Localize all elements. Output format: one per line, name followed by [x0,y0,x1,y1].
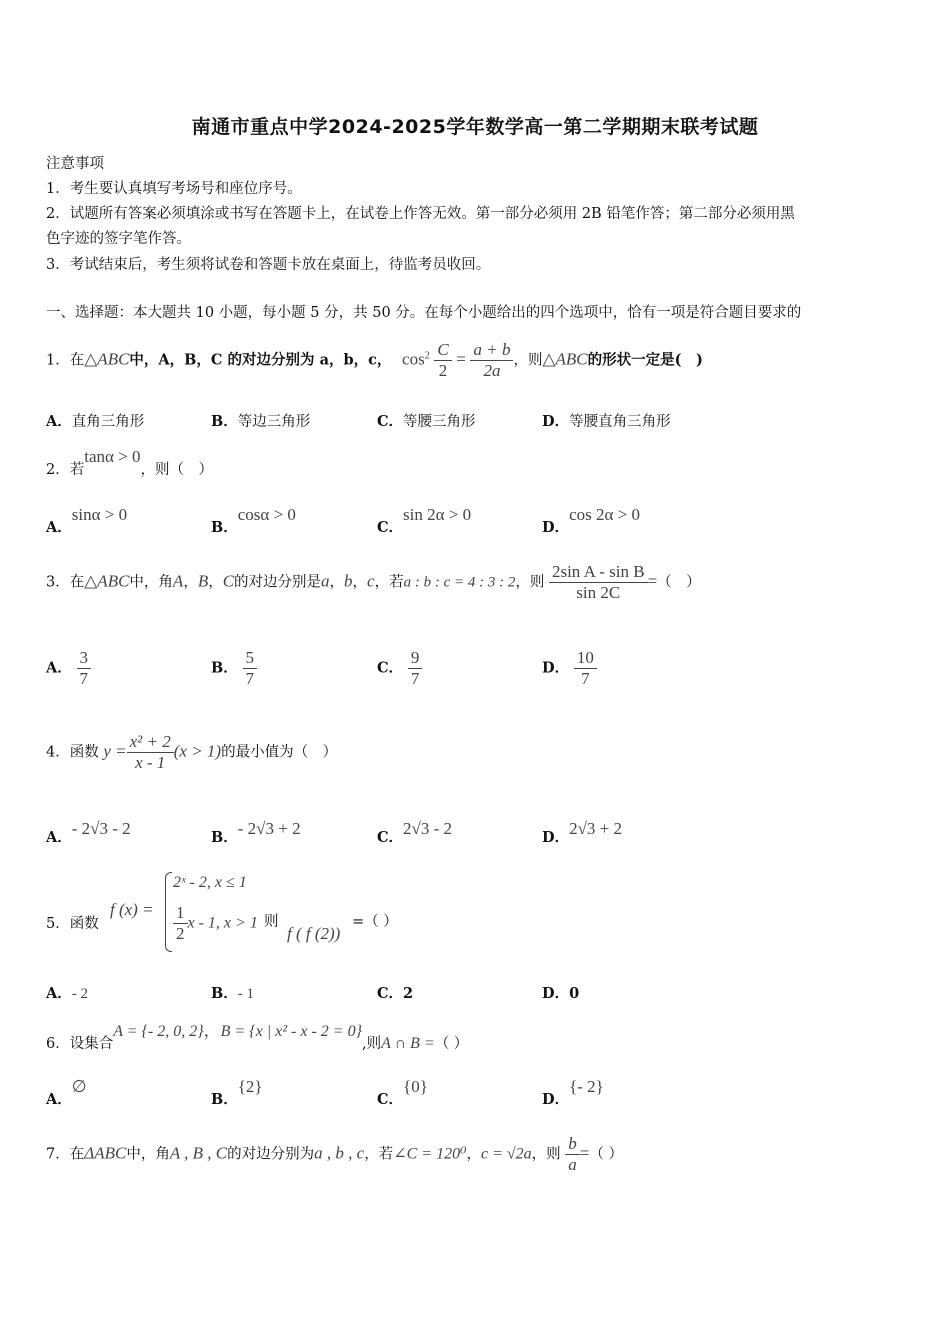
q6-option-a[interactable]: A．∅ [46,1077,87,1108]
page-title: 南通市重点中学2024-2025学年数学高一第二学期期末联考试题 [191,116,759,138]
question-4: 4．函数 y = $\frac{\text{x² + 2}}{x - 1}$ (x > 1)的最小值为（ ） [46,732,338,772]
q5-post: =（ ） [352,914,398,930]
q6-option-c[interactable]: C．{0} [377,1077,428,1108]
q1-option-a[interactable]: A．直角三角形 [46,413,145,430]
q5-composite: f ( f (2)) [287,924,341,943]
q6-option-d[interactable]: D．{- 2} [542,1077,604,1108]
q2-option-a[interactable]: A．sinα > 0 [46,505,128,536]
q4-fraction: $\frac{\text{x² + 2}}{x - 1}$ [127,732,174,773]
q4-option-b[interactable]: B．- 2√3 + 2 [211,819,301,846]
note-item-1: 1．考生要认真填写考场号和座位序号。 [46,181,302,197]
q5-option-d[interactable]: D．0 [542,985,580,1002]
notes-heading: 注意事项 [46,156,104,172]
q5-brace [165,872,172,952]
question-5-lead: 5．函数 [46,916,99,932]
q7-fraction: $\frac{b}{a}$ [565,1134,580,1175]
note-item-2: 2．试题所有答案必须填涂或书写在答题卡上，在试卷上作答无效。第一部分必须用 2B 铅笔作答；第二部分必须用黑 [46,206,795,222]
q5-option-b[interactable]: B．- 1 [211,985,255,1002]
question-7: 7．在ΔABC中，角A , B , C的对边分别为a , b , c，若∠C = 120⁰，c = √2a，则 $\frac{b}{a}$ =（ ） [46,1134,623,1174]
q2-option-b[interactable]: B．cosα > 0 [211,505,296,536]
q3-option-b[interactable]: B． $\frac{5}{7}$ [211,648,257,689]
q5-option-c[interactable]: C．2 [377,985,414,1002]
question-3: 3．在△ABC中，角A，B，C的对边分别是a，b，c，若a : b : c = 4 : 3 : 2，则 $\frac{\text{2sin A - sin B}}{\sin 2C}$ =（ ） [46,562,701,602]
q1-option-d[interactable]: D．等腰直角三角形 [542,413,671,430]
q4-option-a[interactable]: A．- 2√3 - 2 [46,819,131,846]
section-heading: 一、选择题：本大题共 10 小题，每小题 5 分，共 50 分。在每个小题给出的四个选项中，恰有一项是符合题目要求的 [46,305,802,321]
q4-option-d[interactable]: D．2√3 + 2 [542,819,622,846]
q5-case-1: 2ˣ - 2, x ≤ 1 [173,874,247,891]
question-6: 6．设集合A = {- 2, 0, 2}，B = {x | x² - x - 2 = 0},则A ∩ B =（ ） [46,1021,469,1052]
q5-option-a[interactable]: A．- 2 [46,985,89,1002]
note-item-3: 3．考试结束后，考生须将试卷和答题卡放在桌面上，待监考员收回。 [46,257,491,273]
question-1: 1．在△ABC中，A，B，C 的对边分别为 a，b，c， $\cos^2$ $\frac{C}{2}$ = $\frac{a + b}{2a}$ ，则△ABC的形状一定是( ) [46,340,703,380]
q1-number: 1． [46,352,70,369]
q4-option-c[interactable]: C．2√3 - 2 [377,819,453,846]
q5-fx: f (x) = [110,900,154,919]
q3-option-a[interactable]: A． $\frac{3}{7}$ [46,648,91,689]
note-item-2-cont: 色字迹的签字笔作答。 [46,231,191,247]
q3-option-c[interactable]: C． $\frac{9}{7}$ [377,648,422,689]
q5-case-2: $\frac{1}{2}$ x - 1, x > 1 [173,903,258,944]
q5-tail: 则 [264,914,279,930]
q1-option-c[interactable]: C．等腰三角形 [377,413,476,430]
q6-option-b[interactable]: B．{2} [211,1077,263,1108]
q2-option-c[interactable]: C．sin 2α > 0 [377,505,472,536]
q2-option-d[interactable]: D．cos 2α > 0 [542,505,640,536]
q1-option-b[interactable]: B．等边三角形 [211,413,311,430]
q1-equation: $\cos^2$ $\frac{C}{2}$ = $\frac{a + b}{2a}$ [402,340,513,381]
q3-fraction: $\frac{\text{2sin A - sin B}}{\sin 2C}$ [549,562,648,603]
question-2: 2．若tanα > 0，则（ ） [46,447,213,478]
q3-option-d[interactable]: D． $\frac{10}{7}$ [542,648,597,689]
